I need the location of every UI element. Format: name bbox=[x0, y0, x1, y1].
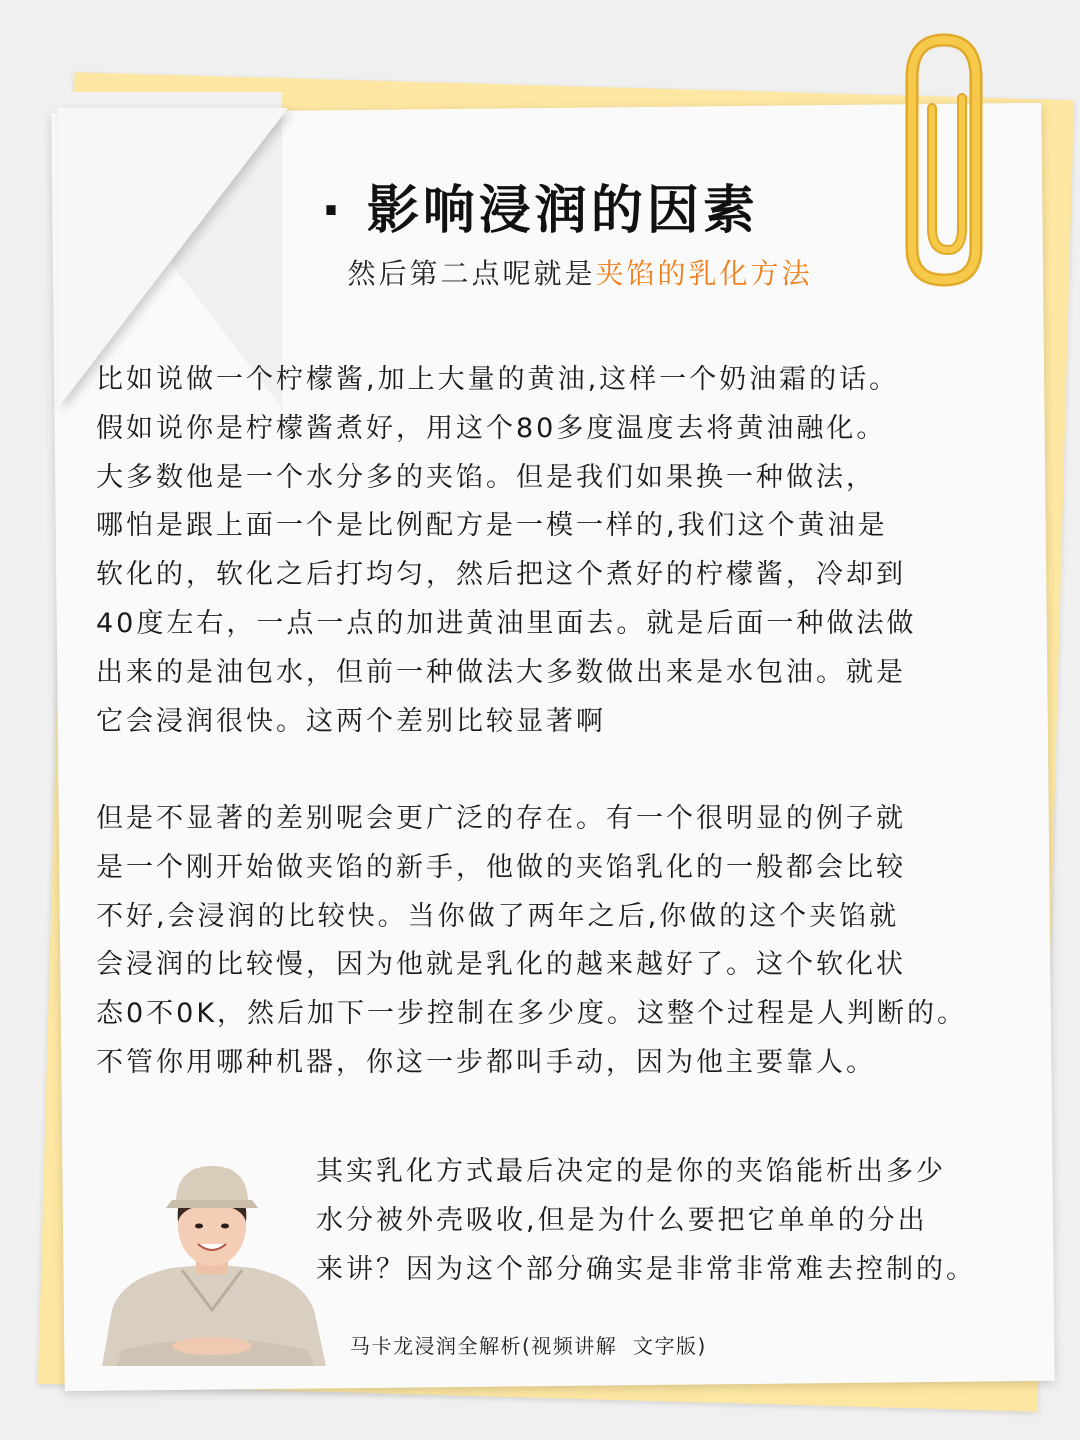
paper-clip-icon bbox=[872, 28, 1002, 288]
caption: 马卡龙浸润全解析(视频讲解 文字版) bbox=[350, 1334, 707, 1358]
subtitle bbox=[0, 252, 1080, 292]
page-title: · 影响浸润的因素 bbox=[321, 181, 759, 241]
subtitle-prefix: 然后第二点呢就是 bbox=[347, 257, 596, 290]
presenter-portrait bbox=[82, 1160, 342, 1366]
subtitle-highlight: 夹馅的乳化方法 bbox=[595, 257, 813, 290]
paragraph-2: 但是不显著的差别呢会更广泛的存在。有一个很明显的例子就 是一个刚开始做夹馅的新手，他做的夹馅乳化的一般都会比较 不好,会浸润的比较快。当你做了两年之后,你做的这个夹馅就 会浸润的比较慢，因为他就是乳化的越来越好了。这个软化状 态0不0K，然后加下一步控制在多少度。这整个过程是人判断的。 不管你用哪种机器，你这一步都叫手动，因为他主要靠人。 bbox=[96, 803, 968, 1078]
paragraph-3: 其实乳化方式最后决定的是你的夹馅能析出多少 水分被外壳吸收,但是为什么要把它单单的分出 来讲？因为这个部分确实是非常非常难去控制的。 bbox=[316, 1156, 976, 1285]
paragraph-1: 比如说做一个柠檬酱,加上大量的黄油,这样一个奶油霜的话。 假如说你是柠檬酱煮好，用这个80多度温度去将黄油融化。 大多数他是一个水分多的夹馅。但是我们如果换一种做法， 哪怕是跟上面一个是比例配方是一模一样的,我们这个黄油是 软化的，软化之后打均匀，然后把这个煮好的柠檬酱，冷却到 40度左右，一点一点的加进黄油里面去。就是后面一种做法做 出来的是油包水，但前一种做法大多数做出来是水包油。就是 它会浸润很快。这两个差别比较显著啊 bbox=[96, 364, 917, 737]
